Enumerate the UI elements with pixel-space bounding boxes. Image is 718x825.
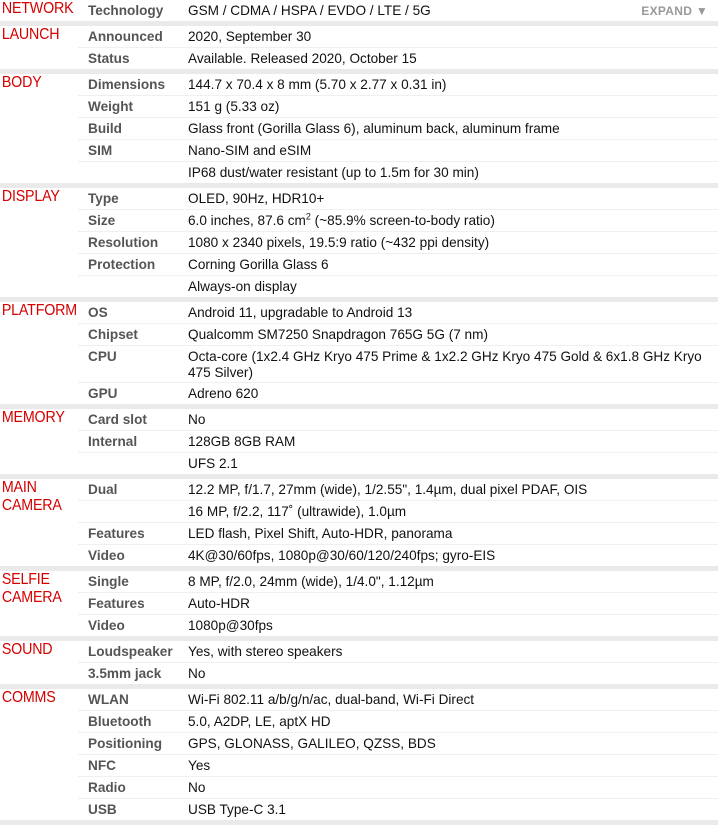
- spec-section-body: [0, 74, 718, 188]
- spec-value: IP68 dust/water resistant (up to 1.5m for 30 min): [188, 165, 479, 180]
- spec-value: 1080p@30fps: [188, 618, 273, 633]
- section-title: PLATFORM: [1, 302, 77, 319]
- spec-row: [78, 522, 718, 544]
- spec-row: [78, 47, 718, 69]
- spec-row: [78, 479, 718, 500]
- spec-value: Glass front (Gorilla Glass 6), aluminum back, aluminum frame: [188, 121, 560, 136]
- spec-value: LED flash, Pixel Shift, Auto-HDR, panorama: [188, 526, 453, 541]
- spec-label[interactable]: Features: [88, 596, 145, 611]
- spec-row: [78, 231, 718, 253]
- section-title: NETWORK: [1, 0, 74, 17]
- spec-label[interactable]: Announced: [88, 29, 163, 44]
- spec-label[interactable]: Size: [88, 213, 116, 228]
- spec-section-network: [0, 0, 718, 26]
- spec-value-text: 6.0 inches, 87.6 cm: [188, 213, 306, 228]
- spec-row: [78, 345, 718, 382]
- spec-row: [78, 209, 718, 231]
- spec-label[interactable]: WLAN: [88, 692, 129, 707]
- spec-label[interactable]: Build: [88, 121, 122, 136]
- spec-label[interactable]: USB: [88, 802, 117, 817]
- spec-value: Wi-Fi 802.11 a/b/g/n/ac, dual-band, Wi-Fi Direct: [188, 692, 475, 707]
- spec-value: No: [188, 412, 206, 427]
- spec-label[interactable]: Type: [88, 191, 119, 206]
- section-title: SELFIE CAMERA: [1, 571, 62, 606]
- spec-label[interactable]: Loudspeaker: [88, 644, 173, 659]
- spec-label[interactable]: Status: [88, 51, 130, 66]
- spec-label[interactable]: Resolution: [88, 235, 159, 250]
- spec-value: Qualcomm SM7250 Snapdragon 765G 5G (7 nm): [188, 327, 488, 342]
- section-title: MAIN CAMERA: [1, 479, 62, 514]
- spec-row: [78, 117, 718, 139]
- spec-row: [78, 253, 718, 275]
- spec-row: [78, 188, 718, 209]
- spec-label[interactable]: Features: [88, 526, 145, 541]
- spec-label[interactable]: GPU: [88, 386, 118, 401]
- spec-value: 128GB 8GB RAM: [188, 434, 296, 449]
- spec-row: [78, 74, 718, 95]
- spec-label[interactable]: Internal: [88, 434, 138, 449]
- spec-section-launch: [0, 26, 718, 74]
- spec-label[interactable]: Radio: [88, 780, 126, 795]
- spec-value: GPS, GLONASS, GALILEO, QZSS, BDS: [188, 736, 436, 751]
- spec-value: 1080 x 2340 pixels, 19.5:9 ratio (~432 ppi density): [188, 235, 490, 250]
- expand-button[interactable]: EXPAND ▼: [641, 4, 708, 18]
- spec-row: [78, 161, 718, 183]
- spec-row: [78, 139, 718, 161]
- spec-section-display: [0, 188, 718, 302]
- spec-row: [78, 26, 718, 47]
- spec-row: [78, 430, 718, 452]
- spec-value: Adreno 620: [188, 386, 259, 401]
- spec-row: [78, 500, 718, 522]
- spec-value: 151 g (5.33 oz): [188, 99, 280, 114]
- spec-value: GSM / CDMA / HSPA / EVDO / LTE / 5G: [188, 3, 431, 18]
- spec-section-memory: [0, 409, 718, 479]
- spec-row: [78, 409, 718, 430]
- spec-row: [78, 689, 718, 710]
- spec-label[interactable]: Dimensions: [88, 77, 166, 92]
- spec-value: No: [188, 666, 206, 681]
- spec-value: Yes, with stereo speakers: [188, 644, 343, 659]
- spec-value: Octa-core (1x2.4 GHz Kryo 475 Prime & 1x2.2 GHz Kryo 475 Gold & 6x1.8 GHz Kryo 475 Silver): [188, 349, 702, 380]
- spec-value: Always-on display: [188, 279, 297, 294]
- spec-value: No: [188, 780, 206, 795]
- spec-value: OLED, 90Hz, HDR10+: [188, 191, 325, 206]
- spec-section-selfie-camera: [0, 571, 718, 641]
- spec-value: UFS 2.1: [188, 456, 238, 471]
- spec-value: 8 MP, f/2.0, 24mm (wide), 1/4.0", 1.12µm: [188, 574, 434, 589]
- spec-row: [78, 732, 718, 754]
- spec-label[interactable]: Dual: [88, 482, 118, 497]
- spec-value: USB Type-C 3.1: [188, 802, 286, 817]
- spec-value: 12.2 MP, f/1.7, 27mm (wide), 1/2.55", 1.4µm, dual pixel PDAF, OIS: [188, 482, 588, 497]
- section-title: LAUNCH: [1, 26, 60, 43]
- spec-row: [78, 798, 718, 820]
- spec-value: Android 11, upgradable to Android 13: [188, 305, 413, 320]
- spec-value: Yes: [188, 758, 211, 773]
- spec-value: 144.7 x 70.4 x 8 mm (5.70 x 2.77 x 0.31 in): [188, 77, 447, 92]
- spec-label[interactable]: NFC: [88, 758, 116, 773]
- spec-row: [78, 662, 718, 684]
- spec-value-text: (~85.9% screen-to-body ratio): [310, 213, 495, 228]
- spec-label[interactable]: Single: [88, 574, 129, 589]
- spec-label[interactable]: Video: [88, 618, 125, 633]
- spec-value: 2020, September 30: [188, 29, 312, 44]
- spec-value: [188, 210, 718, 231]
- spec-row: [78, 95, 718, 117]
- spec-label[interactable]: Video: [88, 548, 125, 563]
- spec-row: [78, 0, 718, 21]
- section-title: DISPLAY: [1, 188, 60, 205]
- spec-value: Available. Released 2020, October 15: [188, 51, 417, 66]
- spec-label[interactable]: SIM: [88, 143, 113, 158]
- spec-row: [78, 614, 718, 636]
- spec-label[interactable]: 3.5mm jack: [88, 666, 162, 681]
- section-title: MEMORY: [1, 409, 65, 426]
- spec-section-comms: [0, 689, 718, 825]
- spec-section-platform: [0, 302, 718, 409]
- spec-section-main-camera: [0, 479, 718, 571]
- spec-value: Corning Gorilla Glass 6: [188, 257, 329, 272]
- section-title: SOUND: [1, 641, 53, 658]
- spec-section-sound: [0, 641, 718, 689]
- spec-label[interactable]: Chipset: [88, 327, 138, 342]
- spec-row: [78, 302, 718, 323]
- spec-label[interactable]: Weight: [88, 99, 134, 114]
- spec-label[interactable]: Protection: [88, 257, 156, 272]
- spec-row: [78, 641, 718, 662]
- spec-row: [78, 544, 718, 566]
- section-title: COMMS: [1, 689, 56, 706]
- section-title: BODY: [1, 74, 42, 91]
- spec-value: Nano-SIM and eSIM: [188, 143, 312, 158]
- spec-row: [78, 710, 718, 732]
- spec-value: 16 MP, f/2.2, 117˚ (ultrawide), 1.0µm: [188, 504, 407, 519]
- spec-label[interactable]: OS: [88, 305, 108, 320]
- spec-label[interactable]: Positioning: [88, 736, 163, 751]
- spec-value: 5.0, A2DP, LE, aptX HD: [188, 714, 331, 729]
- spec-label[interactable]: Bluetooth: [88, 714, 152, 729]
- spec-label[interactable]: Technology: [88, 3, 164, 18]
- spec-label[interactable]: Card slot: [88, 412, 147, 427]
- spec-value: Auto-HDR: [188, 596, 250, 611]
- spec-label[interactable]: CPU: [88, 349, 117, 364]
- spec-row: [78, 754, 718, 776]
- spec-row: [78, 571, 718, 592]
- spec-row: [78, 592, 718, 614]
- superscript: 2: [305, 211, 311, 222]
- spec-row: [78, 382, 718, 404]
- spec-row: [78, 275, 718, 297]
- spec-row: [78, 452, 718, 474]
- spec-row: [78, 776, 718, 798]
- spec-row: [78, 323, 718, 345]
- spec-value: 4K@30/60fps, 1080p@30/60/120/240fps; gyro-EIS: [188, 548, 496, 563]
